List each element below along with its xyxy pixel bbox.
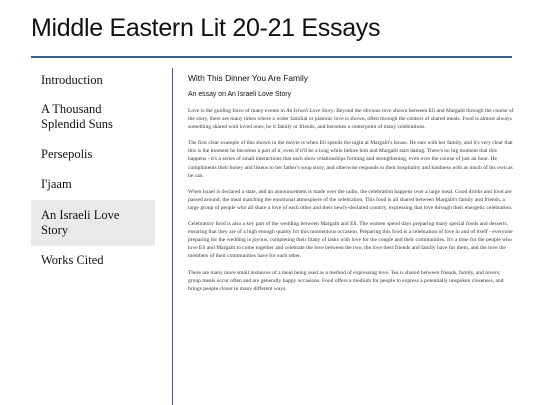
nav-item-introduction[interactable]: Introduction — [41, 73, 103, 87]
paragraph: Celebratory food is also a key part of the wedding between Margalit and Eli. The women spend days preparing many special foods and desserts, ensuring that they are of a high enough quality for this momentous occasion. Preparing this food is a celebration of love in and of itself - everyone preparing for the wedding is joyous, completing their litany of tasks with love for the couple and their communities. It's a time for the people who love Eli and Margalit to come together and celebrate the love between the two, the love their friends and family have for them, and the love the members of their communities have for each other. — [188, 221, 513, 260]
paragraph-text: Love is the guiding force of many events in — [188, 108, 287, 114]
paragraph-text: . Beyond the obvious love shown between Eli and Margalit through the course of the story, there are many times where a wider familial or platonic love is shown, often through the context of shared meals. Food is almost always something shared with loved ones, be it family or friends, and becomes a centerpoint of many celebrations. — [188, 108, 514, 131]
title-divider — [31, 56, 512, 58]
site-title: Middle Eastern Lit 20-21 Essays — [31, 14, 381, 42]
sidebar-nav — [31, 68, 155, 275]
paragraph: There are many more small instances of a meal being used as a method of expressing love. Tea is shared between friends, family, and lovers; group meals occur often and are generally happy occasions. Food offers a medium for people to express a potentially unspoken closeness, and brings people closer in many different ways. — [188, 269, 504, 292]
nav-item-ijaam[interactable]: I'jaam — [41, 177, 72, 191]
nav-item-a-thousand-splendid-suns[interactable]: A Thousand Splendid Suns — [41, 102, 113, 131]
nav-item-an-israeli-love-story[interactable]: An Israeli Love Story — [31, 200, 155, 246]
paragraph: When Israel is declared a state, and an announcement is made over the radio, the celebration happens over a large meal. Good drinks and food are passed around, the meal matching the emotional atmosphere of the celebration. This food is all shared between Margalit's family and friends, a large group of people who all share a love of each other and their newly-declared country, expressing that love through their energetic celebration. — [188, 188, 513, 211]
post-content — [188, 73, 514, 301]
paragraph — [188, 107, 514, 131]
film-title-emphasis: An Israeli Love Story — [286, 108, 334, 114]
post-title: With This Dinner You Are Family — [188, 73, 308, 83]
post-subtitle: An essay on An Israeli Love Story — [188, 91, 292, 98]
nav-item-persepolis[interactable]: Persepolis — [41, 147, 93, 161]
nav-item-works-cited[interactable]: Works Cited — [41, 253, 104, 267]
sidebar-divider — [172, 68, 173, 405]
paragraph: The first clear example of this shown in the movie is when Eli spends the night at Margalit's house. He eats with her family, and it's very clear that this is the moment he becomes a part of it, even if it'll be a long while before him and Margalit start dating. There's no big moment that this happens - it's a series of small interactions that each show relationships forming and strengthening, even over the course of just an hour. He compliments their honey and listens to her father's soup story, and otherwise responds to their hospitality and kindness with as much of his own as he can. — [188, 140, 513, 179]
